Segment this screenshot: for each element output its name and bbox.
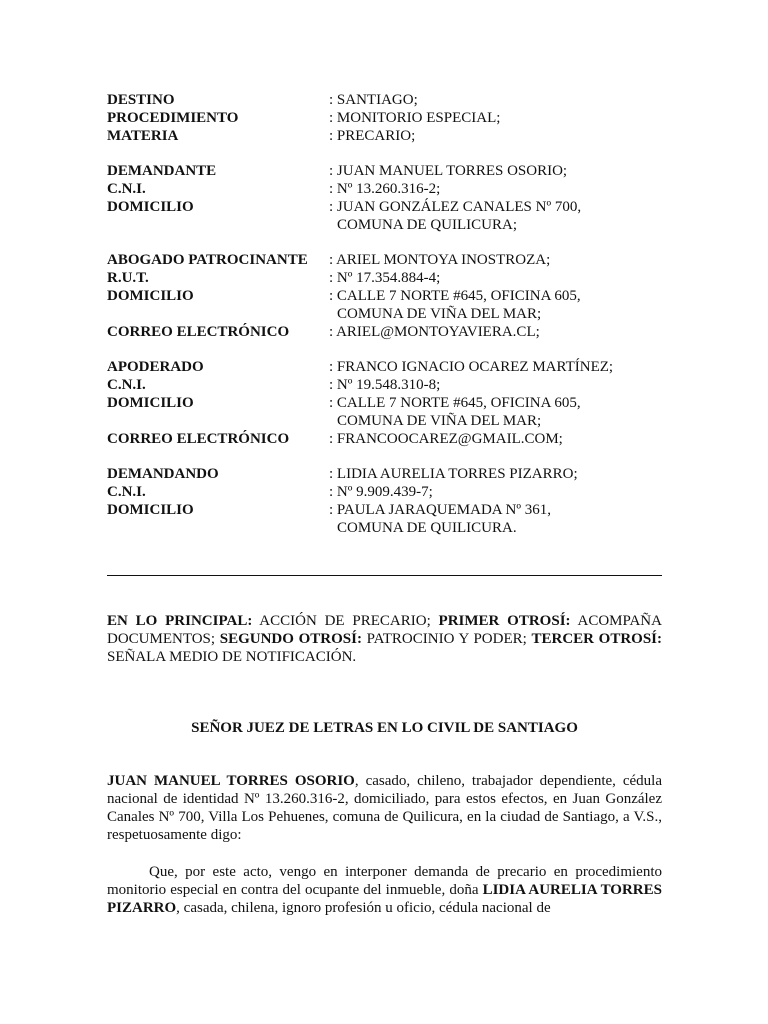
header-value: : CALLE 7 NORTE #645, OFICINA 605, bbox=[329, 288, 581, 304]
header-row-apoderado-domicilio-cont bbox=[107, 412, 667, 430]
header-row-apoderado-cni bbox=[107, 376, 667, 394]
header-row-destino bbox=[107, 91, 667, 109]
summary-otrosi3-label: TERCER OTROSÍ: bbox=[531, 631, 663, 647]
summary-principal-text: ACCIÓN DE PRECARIO; bbox=[252, 613, 439, 629]
header-value: : JUAN GONZÁLEZ CANALES Nº 700, bbox=[329, 199, 582, 215]
divider-rule bbox=[107, 575, 662, 576]
header-label: DEMANDANTE bbox=[107, 163, 217, 179]
header-value: : PRECARIO; bbox=[329, 128, 416, 144]
header-value: COMUNA DE QUILICURA; bbox=[337, 217, 517, 233]
header-row-abogado-domicilio-cont bbox=[107, 305, 667, 323]
header-row-demandante-domicilio-cont bbox=[107, 216, 667, 234]
paragraph-text: , casada, chilena, ignoro profesión u oficio, cédula nacional de bbox=[176, 900, 551, 916]
header-row-abogado-domicilio bbox=[107, 287, 667, 305]
header-label: DOMICILIO bbox=[107, 199, 194, 215]
header-label: DEMANDANDO bbox=[107, 466, 219, 482]
header-value: : ARIEL@MONTOYAVIERA.CL; bbox=[329, 324, 540, 340]
header-value: COMUNA DE VIÑA DEL MAR; bbox=[337, 306, 542, 322]
header-label: PROCEDIMIENTO bbox=[107, 110, 239, 126]
header-label: DOMICILIO bbox=[107, 288, 194, 304]
header-row-abogado-rut bbox=[107, 269, 667, 287]
summary-otrosi2-label: SEGUNDO OTROSÍ: bbox=[219, 631, 362, 647]
header-row-abogado bbox=[107, 251, 667, 269]
header-row-apoderado-correo bbox=[107, 430, 667, 448]
header-label: APODERADO bbox=[107, 359, 204, 375]
defendant-name: LIDIA AURELIA TORRES PIZARRO bbox=[107, 882, 662, 916]
header-row-demandando-domicilio bbox=[107, 501, 667, 519]
petition-summary bbox=[107, 612, 662, 666]
header-row-apoderado bbox=[107, 358, 667, 376]
header-value: : FRANCO IGNACIO OCAREZ MARTÍNEZ; bbox=[329, 359, 614, 375]
header-label: C.N.I. bbox=[107, 181, 146, 197]
header-label: C.N.I. bbox=[107, 377, 146, 393]
header-label: MATERIA bbox=[107, 128, 179, 144]
header-label: DOMICILIO bbox=[107, 395, 194, 411]
summary-otrosi1-label: PRIMER OTROSÍ: bbox=[438, 613, 571, 629]
header-label: ABOGADO PATROCINANTE bbox=[107, 252, 308, 268]
header-value: : Nº 13.260.316-2; bbox=[329, 181, 441, 197]
header-value: : Nº 17.354.884-4; bbox=[329, 270, 441, 286]
court-title: SEÑOR JUEZ DE LETRAS EN LO CIVIL DE SANTIAGO bbox=[191, 720, 578, 736]
header-value: : SANTIAGO; bbox=[329, 92, 418, 108]
header-value: : MONITORIO ESPECIAL; bbox=[329, 110, 501, 126]
header-label: CORREO ELECTRÓNICO bbox=[107, 431, 290, 447]
paragraph-demand bbox=[107, 863, 662, 917]
header-row-demandando-domicilio-cont bbox=[107, 519, 667, 537]
header-row-demandante-cni bbox=[107, 180, 667, 198]
header-label: C.N.I. bbox=[107, 484, 146, 500]
header-row-demandando-cni bbox=[107, 483, 667, 501]
header-value: : CALLE 7 NORTE #645, OFICINA 605, bbox=[329, 395, 581, 411]
header-value: : JUAN MANUEL TORRES OSORIO; bbox=[329, 163, 568, 179]
case-header bbox=[107, 91, 667, 537]
header-row-demandante-domicilio bbox=[107, 198, 667, 216]
header-label: R.U.T. bbox=[107, 270, 149, 286]
header-label: DESTINO bbox=[107, 92, 175, 108]
header-value: COMUNA DE QUILICURA. bbox=[337, 520, 517, 536]
header-row-demandando bbox=[107, 465, 667, 483]
header-value: : FRANCOOCAREZ@GMAIL.COM; bbox=[329, 431, 563, 447]
summary-principal-label: EN LO PRINCIPAL: bbox=[107, 613, 253, 629]
header-row-demandante bbox=[107, 162, 667, 180]
header-label: CORREO ELECTRÓNICO bbox=[107, 324, 290, 340]
header-value: : Nº 19.548.310-8; bbox=[329, 377, 441, 393]
header-value: : ARIEL MONTOYA INOSTROZA; bbox=[329, 252, 551, 268]
header-row-procedimiento bbox=[107, 109, 667, 127]
summary-otrosi2-text: PATROCINIO Y PODER; bbox=[361, 631, 532, 647]
header-value: : LIDIA AURELIA TORRES PIZARRO; bbox=[329, 466, 578, 482]
paragraph-text: , casado, chileno, trabajador dependiente, cédula nacional de identidad Nº 13.260.316-2, domiciliado, para estos efectos, en Juan González Canales Nº 700, Villa Los Pehuenes, comuna de Quilicura, en la ciudad de Santiago, a V.S., respetuosamente digo: bbox=[107, 773, 662, 843]
header-row-abogado-correo bbox=[107, 323, 667, 341]
header-label: DOMICILIO bbox=[107, 502, 194, 518]
summary-otrosi1-text: ACOMPAÑA DOCUMENTOS; bbox=[107, 613, 662, 647]
paragraph-text: Que, por este acto, vengo en interponer demanda de precario en procedimiento monitorio especial en contra del ocupante del inmueble, doña bbox=[107, 864, 662, 898]
summary-otrosi3-text: SEÑALA MEDIO DE NOTIFICACIÓN. bbox=[107, 649, 357, 665]
plaintiff-name: JUAN MANUEL TORRES OSORIO bbox=[107, 773, 355, 789]
header-value: COMUNA DE VIÑA DEL MAR; bbox=[337, 413, 542, 429]
header-value: : Nº 9.909.439-7; bbox=[329, 484, 433, 500]
header-value: : PAULA JARAQUEMADA Nº 361, bbox=[329, 502, 552, 518]
header-row-materia bbox=[107, 127, 667, 145]
paragraph-plaintiff bbox=[107, 772, 662, 844]
header-row-apoderado-domicilio bbox=[107, 394, 667, 412]
